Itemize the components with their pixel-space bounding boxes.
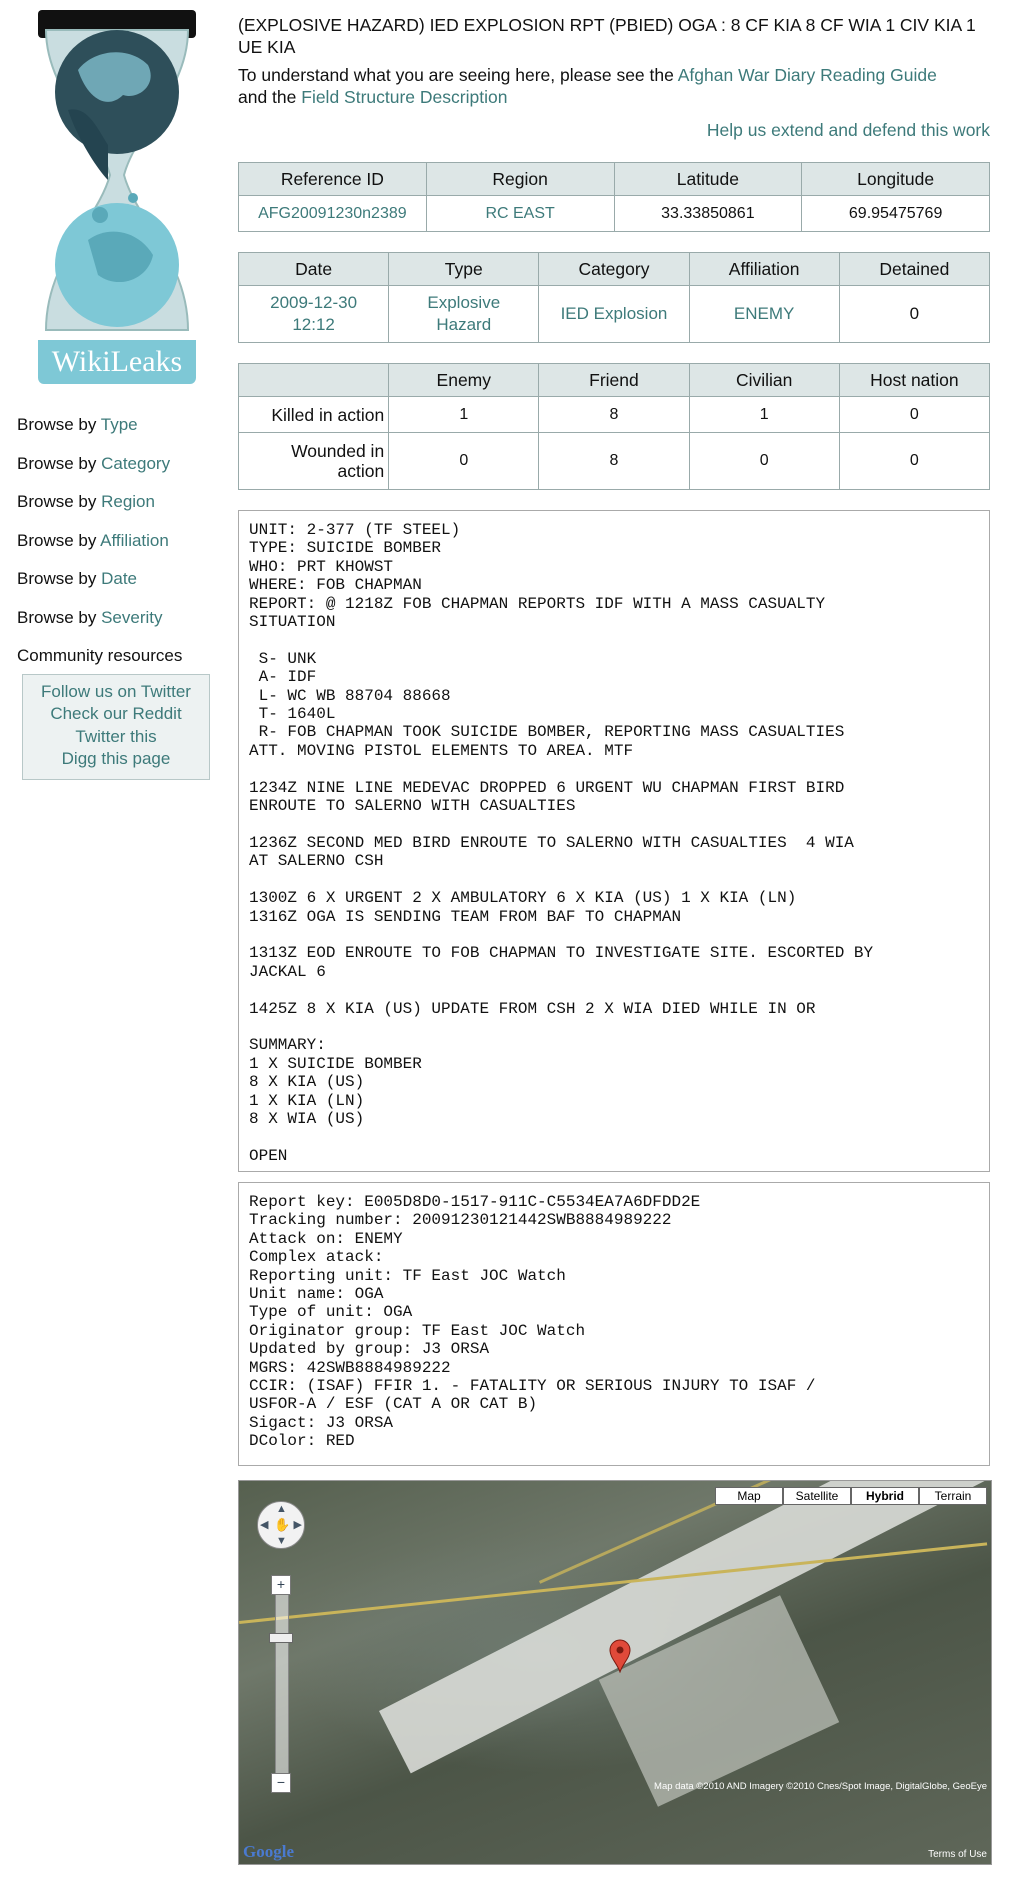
pan-control[interactable] (257, 1501, 305, 1549)
digg-link[interactable]: Digg this page (61, 749, 171, 769)
header-type: Type (389, 253, 539, 286)
header-category: Category (539, 253, 689, 286)
reading-guide-link[interactable]: Afghan War Diary Reading Guide (677, 65, 937, 85)
longitude-value: 69.95475769 (802, 196, 990, 232)
browse-prefix: Browse by (17, 415, 101, 434)
hourglass-icon (38, 10, 196, 340)
wounded-enemy: 0 (389, 433, 539, 490)
browse-date-link[interactable]: Date (101, 569, 138, 589)
row-label-wounded: Wounded in action (239, 433, 389, 490)
header-detained: Detained (839, 253, 989, 286)
detained-value: 0 (839, 286, 989, 343)
sidebar (17, 406, 217, 780)
header-friend: Friend (539, 364, 689, 397)
header-civilian: Civilian (689, 364, 839, 397)
map-type-hybrid-button[interactable]: Hybrid (851, 1487, 919, 1505)
killed-enemy: 1 (389, 397, 539, 433)
casualty-table (238, 363, 990, 490)
header-longitude: Longitude (802, 163, 990, 196)
report-text-box: UNIT: 2-377 (TF STEEL) TYPE: SUICIDE BOMBER WHO: PRT KHOWST WHERE: FOB CHAPMAN REPORT: @ 1218Z FOB CHAPMAN REPORTS IDF WITH A MASS CASUALTY SITUATION S- UNK A- IDF L- WC WB 88704 88668 T- 1640L R- FOB CHAPMAN TOOK SUICIDE BOMBER, REPORTING MASS CASUALTIES ATT. MOVING PISTOL ELEMENTS TO AREA. MTF 1234Z NINE LINE MEDEVAC DROPPED 6 URGENT WU CHAPMAN FIRST BIRD ENROUTE TO SALERNO WITH CASUALTIES 1236Z SECOND MED BIRD ENROUTE TO SALERNO WITH CASUALTIES 4 WIA AT SALERNO CSH 1300Z 6 X URGENT 2 X AMBULATORY 6 X KIA (US) 1 X KIA (LN) 1316Z OGA IS SENDING TEAM FROM BAF TO CHAPMAN 1313Z EOD ENROUTE TO FOB CHAPMAN TO INVESTIGATE SITE. ESCORTED BY JACKAL 6 1425Z 8 X KIA (US) UPDATE FROM CSH 2 X WIA DIED WHILE IN OR SUMMARY: 1 X SUICIDE BOMBER 8 X KIA (US) 1 X KIA (LN) 8 X WIA (US) OPEN (238, 510, 990, 1172)
twitter-follow-link[interactable]: Follow us on Twitter (41, 681, 191, 701)
date-link[interactable]: 2009-12-30 12:12 (239, 286, 389, 343)
header-host-nation: Host nation (839, 364, 989, 397)
table-row (239, 433, 990, 490)
browse-prefix: Browse by (17, 492, 102, 512)
help-extend-link-row (238, 120, 990, 144)
intro-pre: To understand what you are seeing here, please see the (238, 65, 678, 85)
help-extend-link[interactable]: Help us extend and defend this work (706, 120, 990, 140)
reddit-link[interactable]: Check our Reddit (50, 704, 182, 724)
browse-category-link[interactable]: Category (101, 453, 171, 473)
browse-by-region (17, 483, 217, 522)
browse-affiliation-link[interactable]: Affiliation (100, 530, 169, 550)
browse-prefix: Browse by (17, 530, 101, 550)
map-type-map-button[interactable]: Map (715, 1487, 783, 1505)
map-attribution: Map data ©2010 AND Imagery ©2010 Cnes/Spot Image, DigitalGlobe, GeoEye (654, 1781, 987, 1792)
browse-by-category (17, 445, 217, 484)
google-logo[interactable]: Google (243, 1842, 294, 1861)
intro-text (238, 64, 990, 108)
killed-civilian: 1 (689, 397, 839, 433)
zoom-slider-rail[interactable] (275, 1575, 289, 1777)
reference-id-link[interactable]: AFG20091230n2389 (239, 196, 427, 232)
header-reference-id: Reference ID (239, 163, 427, 196)
community-resources-heading: Community resources (17, 645, 183, 665)
social-links-box (22, 674, 210, 780)
header-enemy: Enemy (389, 364, 539, 397)
browse-by-severity (17, 599, 217, 638)
browse-prefix: Browse by (17, 607, 102, 627)
event-table (238, 252, 990, 343)
latitude-value: 33.33850861 (614, 196, 802, 232)
intro-mid: and the (238, 87, 302, 107)
zoom-out-button[interactable]: − (271, 1773, 291, 1793)
reference-table (238, 162, 990, 232)
map-marker-icon[interactable] (609, 1639, 631, 1673)
browse-by-date (17, 560, 217, 599)
pan-up-icon[interactable]: ▲ (276, 1503, 287, 1515)
logo-label: WikiLeaks (38, 340, 196, 384)
header-blank (239, 364, 389, 397)
browse-prefix: Browse by (17, 453, 102, 473)
zoom-slider-thumb[interactable] (269, 1633, 293, 1643)
report-metadata-box: Report key: E005D8D0-1517-911C-C5534EA7A6DFDD2E Tracking number: 20091230121442SWB8884989222 Attack on: ENEMY Complex atack: Reporting unit: TF East JOC Watch Unit name: OGA Type of unit: OGA Originator group: TF East JOC Watch Updated by group: J3 ORSA MGRS: 42SWB8884989222 CCIR: (ISAF) FFIR 1. - FATALITY OR SERIOUS INJURY TO ISAF / USFOR-A / ESF (CAT A OR CAT B) Sigact: J3 ORSA DColor: RED (238, 1182, 990, 1466)
category-link[interactable]: IED Explosion (539, 286, 689, 343)
zoom-in-button[interactable]: + (271, 1575, 291, 1595)
page-title: (EXPLOSIVE HAZARD) IED EXPLOSION RPT (PBIED) OGA : 8 CF KIA 8 CF WIA 1 CIV KIA 1 UE KIA (238, 15, 976, 57)
header-latitude: Latitude (614, 163, 802, 196)
map-type-control (715, 1487, 987, 1505)
type-link[interactable]: Explosive Hazard (389, 286, 539, 343)
row-label-killed: Killed in action (239, 397, 389, 433)
pan-right-icon[interactable]: ▶ (293, 1519, 302, 1531)
wounded-friend: 8 (539, 433, 689, 490)
main-content (238, 14, 990, 1466)
affiliation-link[interactable]: ENEMY (689, 286, 839, 343)
wounded-civilian: 0 (689, 433, 839, 490)
terms-of-use-link[interactable]: Terms of Use (928, 1849, 987, 1860)
hand-icon: ✋ (274, 1517, 291, 1532)
satellite-map[interactable] (238, 1480, 992, 1865)
browse-severity-link[interactable]: Severity (101, 607, 163, 627)
map-type-terrain-button[interactable]: Terrain (919, 1487, 987, 1505)
pan-down-icon[interactable]: ▼ (276, 1535, 287, 1547)
browse-by-affiliation (17, 522, 217, 561)
field-structure-link[interactable]: Field Structure Description (301, 87, 508, 107)
region-link[interactable]: RC EAST (426, 196, 614, 232)
browse-type-link[interactable]: Type (100, 415, 138, 434)
wikileaks-logo[interactable] (38, 10, 196, 384)
browse-prefix: Browse by (17, 569, 102, 589)
wounded-host-nation: 0 (839, 433, 989, 490)
pan-left-icon[interactable]: ◀ (260, 1519, 269, 1531)
browse-region-link[interactable]: Region (101, 492, 155, 512)
killed-host-nation: 0 (839, 397, 989, 433)
twitter-share-link[interactable]: Twitter this (75, 726, 157, 746)
header-region: Region (426, 163, 614, 196)
browse-by-type (17, 406, 217, 445)
map-type-satellite-button[interactable]: Satellite (783, 1487, 851, 1505)
header-affiliation: Affiliation (689, 253, 839, 286)
killed-friend: 8 (539, 397, 689, 433)
header-date: Date (239, 253, 389, 286)
table-row (239, 397, 990, 433)
